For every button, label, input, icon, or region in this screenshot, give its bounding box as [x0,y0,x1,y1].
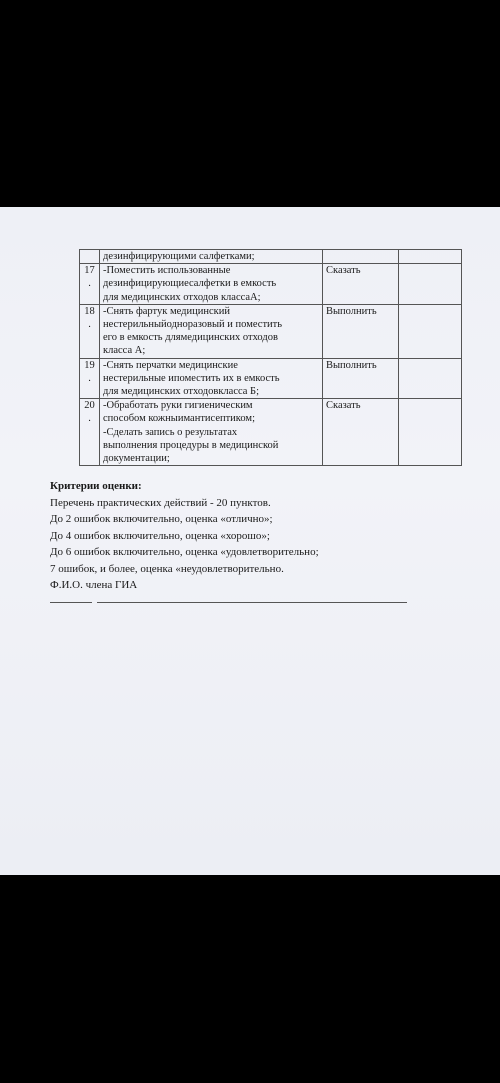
step-action: Сказать [323,264,399,305]
criteria-title: Критерии оценки: [50,480,142,492]
step-number-dot: . [88,413,91,425]
step-text-line: дезинфицирующиесалфетки в емкость [103,278,277,290]
step-text-line: -Снять перчатки медицинские [103,359,238,371]
step-text-line: -Снять фартук медицинский [103,305,230,317]
step-description [100,304,323,358]
mark-cell [399,358,462,399]
criteria-line: До 6 ошибок включительно, оценка «удовлетворительно; [50,546,319,558]
criteria-line: 7 ошибок, и более, оценка «неудовлетворительно. [50,562,284,575]
signature-line [50,602,92,603]
mark-cell [399,399,462,466]
step-action [323,250,399,264]
criteria-line: Перечень практических действий - 20 пунктов. [50,496,271,509]
step-text-line: -Обработать руки гигиеническим [103,400,253,412]
step-number-value: 18 [84,305,95,317]
step-text-line: способом кожныимантисептиком; [103,413,255,425]
step-text-line: дезинфицирующими салфетками; [103,251,255,262]
document-page [0,207,500,875]
step-description [100,250,323,264]
step-action: Выполнить [323,358,399,399]
table-row [80,250,462,264]
step-text-line: документации; [103,453,170,465]
step-number-value: 20 [84,400,95,412]
step-number-dot: . [88,372,91,384]
table-row [80,304,462,358]
step-description [100,358,323,399]
evaluation-criteria [50,478,319,594]
step-description [100,399,323,466]
mark-cell [399,250,462,264]
step-text-line: нестерильныйодноразовый и поместить [103,319,283,331]
table-row [80,399,462,466]
step-number [80,304,100,358]
step-text-line: -Поместить использованные [103,265,231,277]
mark-cell [399,304,462,358]
step-number-dot: . [88,278,91,290]
step-description [100,264,323,305]
signature-line [97,602,407,603]
table-row [80,358,462,399]
procedure-table [79,249,462,466]
step-text-line: выполнения процедуры в медицинской [103,439,279,451]
criteria-line: До 4 ошибок включительно, оценка «хорошо»; [50,529,270,542]
step-action: Сказать [323,399,399,466]
step-text-line: -Сделать запись о результатах [103,426,238,438]
step-text-line: нестерильные ипоместить их в емкость [103,372,280,384]
step-text-line: для медицинских отходов классаА; [103,291,261,303]
examiner-name-label: Ф.И.О. члена ГИА [50,579,138,591]
mark-cell [399,264,462,305]
criteria-line: До 2 ошибок включительно, оценка «отлично»; [50,513,273,525]
step-text-line: его в емкость длямедицинских отходов [103,332,278,344]
step-action: Выполнить [323,304,399,358]
step-text-line: класса А; [103,345,146,357]
table-row [80,264,462,305]
step-number [80,358,100,399]
step-number-value: 19 [84,359,95,371]
step-text-line: для медицинских отходовкласса Б; [103,386,260,398]
step-number [80,250,100,264]
step-number [80,399,100,466]
step-number [80,264,100,305]
step-number-dot: . [88,319,91,331]
step-number-value: 17 [84,265,95,277]
